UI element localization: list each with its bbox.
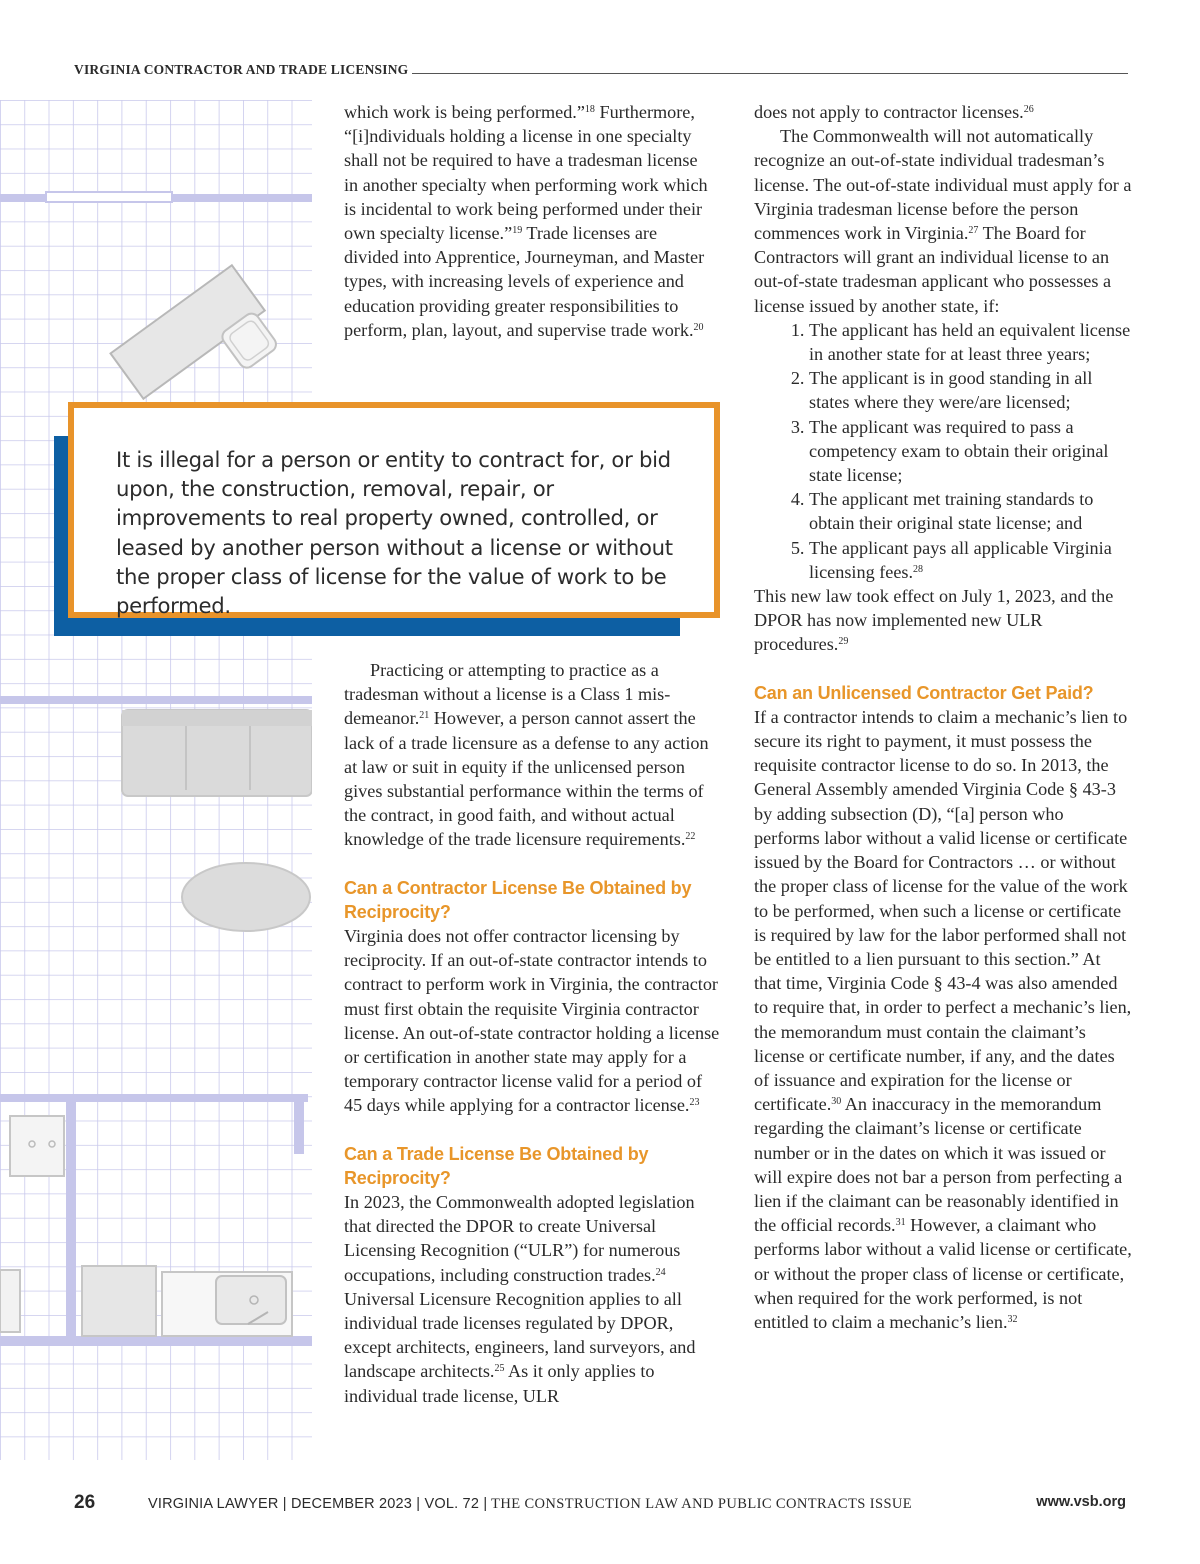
text-run: Furthermore, “[i]ndividuals holding a license in one specialty shall not be required to have a tradesman license in another specialty when performing work which is incidental to work being performed under their own specialty license.” (344, 102, 708, 244)
footnote-ref[interactable]: 21 (419, 710, 430, 722)
paragraph (344, 1190, 720, 1408)
running-head-rule (412, 73, 1128, 74)
footer-magazine: VIRGINIA LAWYER | DECEMBER 2023 | VOL. 72 | (148, 1496, 488, 1512)
list-item (809, 536, 1132, 584)
footnote-ref[interactable]: 19 (512, 225, 523, 237)
text-run: This new law took effect on July 1, 2023, and the DPOR has now implemented new ULR procedures. (754, 586, 1114, 655)
footnote-ref[interactable]: 31 (895, 1217, 906, 1229)
list-item (809, 415, 1132, 488)
text-run: Practicing or attempting to practice as a tradesman without a license is a Class 1 misdemeanor. (344, 660, 671, 729)
list-item (809, 366, 1132, 414)
running-head (74, 58, 1128, 78)
running-head-title: VIRGINIA CONTRACTOR AND TRADE LICENSING (74, 62, 409, 77)
text-run: Universal Licensure Recognition applies to all individual trade licenses regulated by DPOR, except architects, engineers, land surveyors, and landscape architects. (344, 1288, 696, 1382)
section-heading: Can an Unlicensed Contractor Get Paid? (754, 682, 1094, 703)
footer-issue: THE CONSTRUCTION LAW AND PUBLIC CONTRACTS ISSUE (487, 1496, 913, 1512)
column-2 (754, 100, 1132, 1334)
footnote-ref[interactable]: 23 (689, 1097, 700, 1109)
text-run: An inaccuracy in the memorandum regarding the claimant’s license or certificate number or in the dates on which it was issued or will expire does not bar a person from perfecting a lien if the claimant can be reasonably identified in the official records. (754, 1094, 1123, 1236)
text-run: In 2023, the Commonwealth adopted legislation that directed the DPOR to create Universal Licensing Recognition (“ULR”) for numerous occupations, including construction trades. (344, 1192, 695, 1285)
section-heading: Can a Trade License Be Obtained by Reciprocity? (344, 1143, 649, 1188)
requirements-list (754, 318, 1132, 584)
footnote-ref[interactable]: 32 (1007, 1313, 1018, 1325)
footer-url[interactable]: www.vsb.org (1036, 1494, 1126, 1510)
section-heading: Can a Contractor License Be Obtained by Reciprocity? (344, 877, 692, 922)
paragraph (754, 124, 1132, 318)
footnote-ref[interactable]: 27 (968, 225, 979, 237)
list-item (809, 487, 1132, 535)
column-1-bottom (344, 658, 720, 1408)
page-number: 26 (74, 1492, 96, 1513)
paragraph (754, 705, 1132, 1334)
text-run: As it only applies to individual trade license, ULR (344, 1361, 655, 1406)
floorplan-illustration (0, 100, 312, 1460)
footnote-ref[interactable]: 22 (685, 831, 696, 843)
paragraph (344, 924, 720, 1118)
paragraph (344, 658, 720, 852)
text-run: The applicant met training standards to obtain their original state license; and (809, 489, 1094, 534)
paragraph (344, 100, 716, 342)
text-run: However, a person cannot assert the lack of a trade licensure as a defense to any action at law or suit in equity if the unlicensed person gives substantial performance within the terms of the contract, in good faith, and without actual knowledge of the trade licensure requirements. (344, 708, 709, 850)
text-run: The applicant has held an equivalent license in another state for at least three years; (809, 319, 1131, 365)
text-run: If a contractor intends to claim a mechanic’s lien to secure its right to payment, it must possess the requisite contractor license to do so. In 2013, the General Assembly amended Virginia Code § 43-3 by adding subsection (D), “[a] person who performs labor without a valid license or certificate issued by the Board for Contractors … or without the proper class of license for the value of the work to be performed, when such a license or certificate is required by law for the labor performed shall not be entitled to a lien pursuant to this section.” At that time, Virginia Code § 43-4 was also amended to require that, in order to perfect a mechanic’s lien, the memorandum must contain the claimant’s license or certificate number, if any, and the dates of issuance and expiration for the license or certificate. (754, 706, 1132, 1115)
text-run: which work is being performed.” (344, 102, 585, 122)
paragraph (754, 584, 1132, 657)
list-item (809, 318, 1132, 366)
text-run: Trade licenses are divided into Apprentice, Journeyman, and Master types, with increasing levels of experience and education providing greater responsibilities to perform, plan, layout, and supervise trade work. (344, 223, 705, 340)
footer-publication (148, 1496, 912, 1513)
footnote-ref[interactable]: 26 (1023, 104, 1034, 115)
text-run: The Board for Contractors will grant an individual license to an out-of-state tradesman applicant who possesses a license issued by another state, if: (754, 223, 1112, 316)
text-run: The Commonwealth will not automatically recognize an out-of-state individual tradesman’s license. The out-of-state individual must apply for a Virginia tradesman license before the person commences work in Virginia. (754, 126, 1132, 244)
footnote-ref[interactable]: 24 (655, 1266, 666, 1278)
paragraph (754, 100, 1132, 124)
text-run: The applicant pays all applicable Virginia licensing fees. (809, 537, 1112, 582)
text-run: does not apply to contractor licenses. (754, 102, 1024, 122)
pull-quote-text: It is illegal for a person or entity to contract for, or bid upon, the construction, removal, repair, or improvements to real property owned, controlled, or leased by another person without a license or without the proper class of license for the value of work to be performed. (116, 447, 673, 619)
footnote-ref[interactable]: 20 (693, 321, 704, 333)
pull-quote (68, 402, 720, 618)
footnote-ref[interactable]: 18 (584, 104, 595, 115)
text-run: The applicant is in good standing in all states where they were/are licensed; (809, 368, 1093, 413)
text-run: Virginia does not offer contractor licensing by reciprocity. If an out-of-state contractor intends to contract to perform work in Virginia, the contractor must first obtain the requisite Virginia contractor license. An out-of-state contractor holding a license or certification in another state may apply for a temporary contractor license valid for a period of 45 days while applying for a contractor license. (344, 926, 720, 1116)
footnote-ref[interactable]: 28 (913, 563, 924, 575)
column-1-top (344, 100, 716, 342)
text-run: However, a claimant who performs labor without a valid license or certificate, or without the proper class of license or certificate, when required for the work performed, is not entitled to claim a mechanic’s lien. (754, 1215, 1132, 1332)
footnote-ref[interactable]: 30 (831, 1096, 842, 1108)
footnote-ref[interactable]: 25 (494, 1363, 505, 1375)
text-run: The applicant was required to pass a competency exam to obtain their original state license; (809, 416, 1109, 486)
footnote-ref[interactable]: 29 (838, 636, 849, 648)
